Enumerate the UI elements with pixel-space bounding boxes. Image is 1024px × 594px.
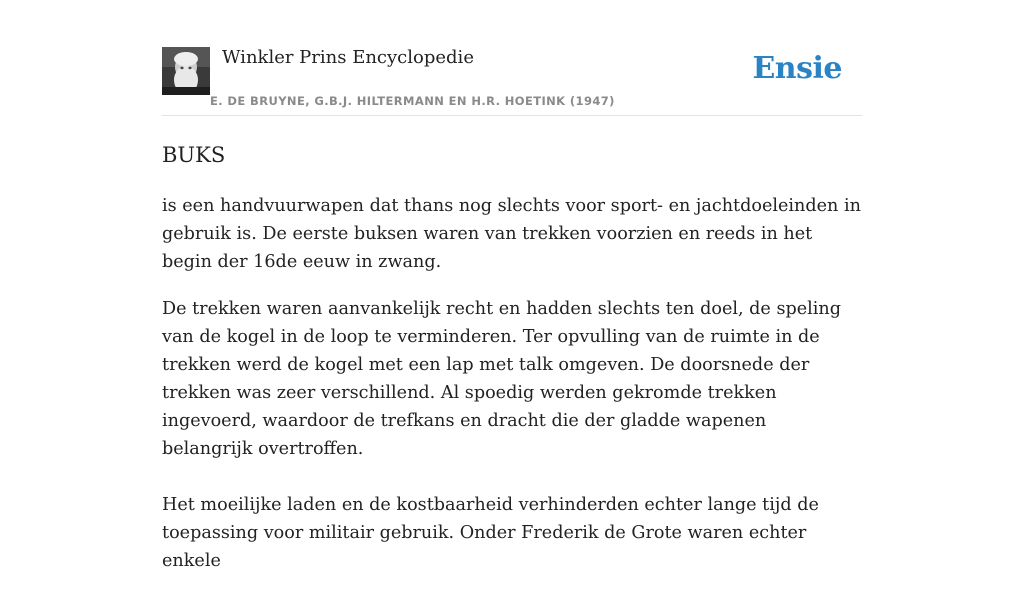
article-paragraph: De trekken waren aanvankelijk recht en hadden slechts ten doel, de speling van de kogel in de loop te verminderen. Ter opvulling van de ruimte in de trekken werd de kogel met een lap met talk omgeven. De doorsnede der trekken was zeer verschillend. Al spoedig werden gekromde trekken ingevoerd, waardoor de trefkans en dracht die der gladde wapenen belangrijk overtroffen. [162, 299, 841, 459]
article-body [162, 192, 862, 594]
publication-title[interactable]: Winkler Prins Encyclopedie [222, 47, 474, 68]
article-headword: BUKS [162, 143, 226, 167]
portrait-photo-icon [162, 47, 210, 95]
article-container [162, 0, 862, 571]
article-header [162, 0, 862, 116]
article-paragraph: is een handvuurwapen dat thans nog slechts voor sport- en jachtdoeleinden in gebruik is. De eerste buksen waren van trekken voorzien en reeds in het begin der 16de eeuw in zwang. [162, 196, 861, 272]
authors-line: E. DE BRUYNE, G.B.J. HILTERMANN EN H.R. HOETINK (1947) [210, 94, 615, 108]
brand-logo[interactable]: Ensie [752, 51, 842, 86]
article-paragraph: Het moeilijke laden en de kostbaarheid verhinderden echter lange tijd de toepassing voor militair gebruik. Onder Frederik de Grote waren echter enkele [162, 495, 819, 571]
avatar[interactable] [162, 47, 210, 95]
